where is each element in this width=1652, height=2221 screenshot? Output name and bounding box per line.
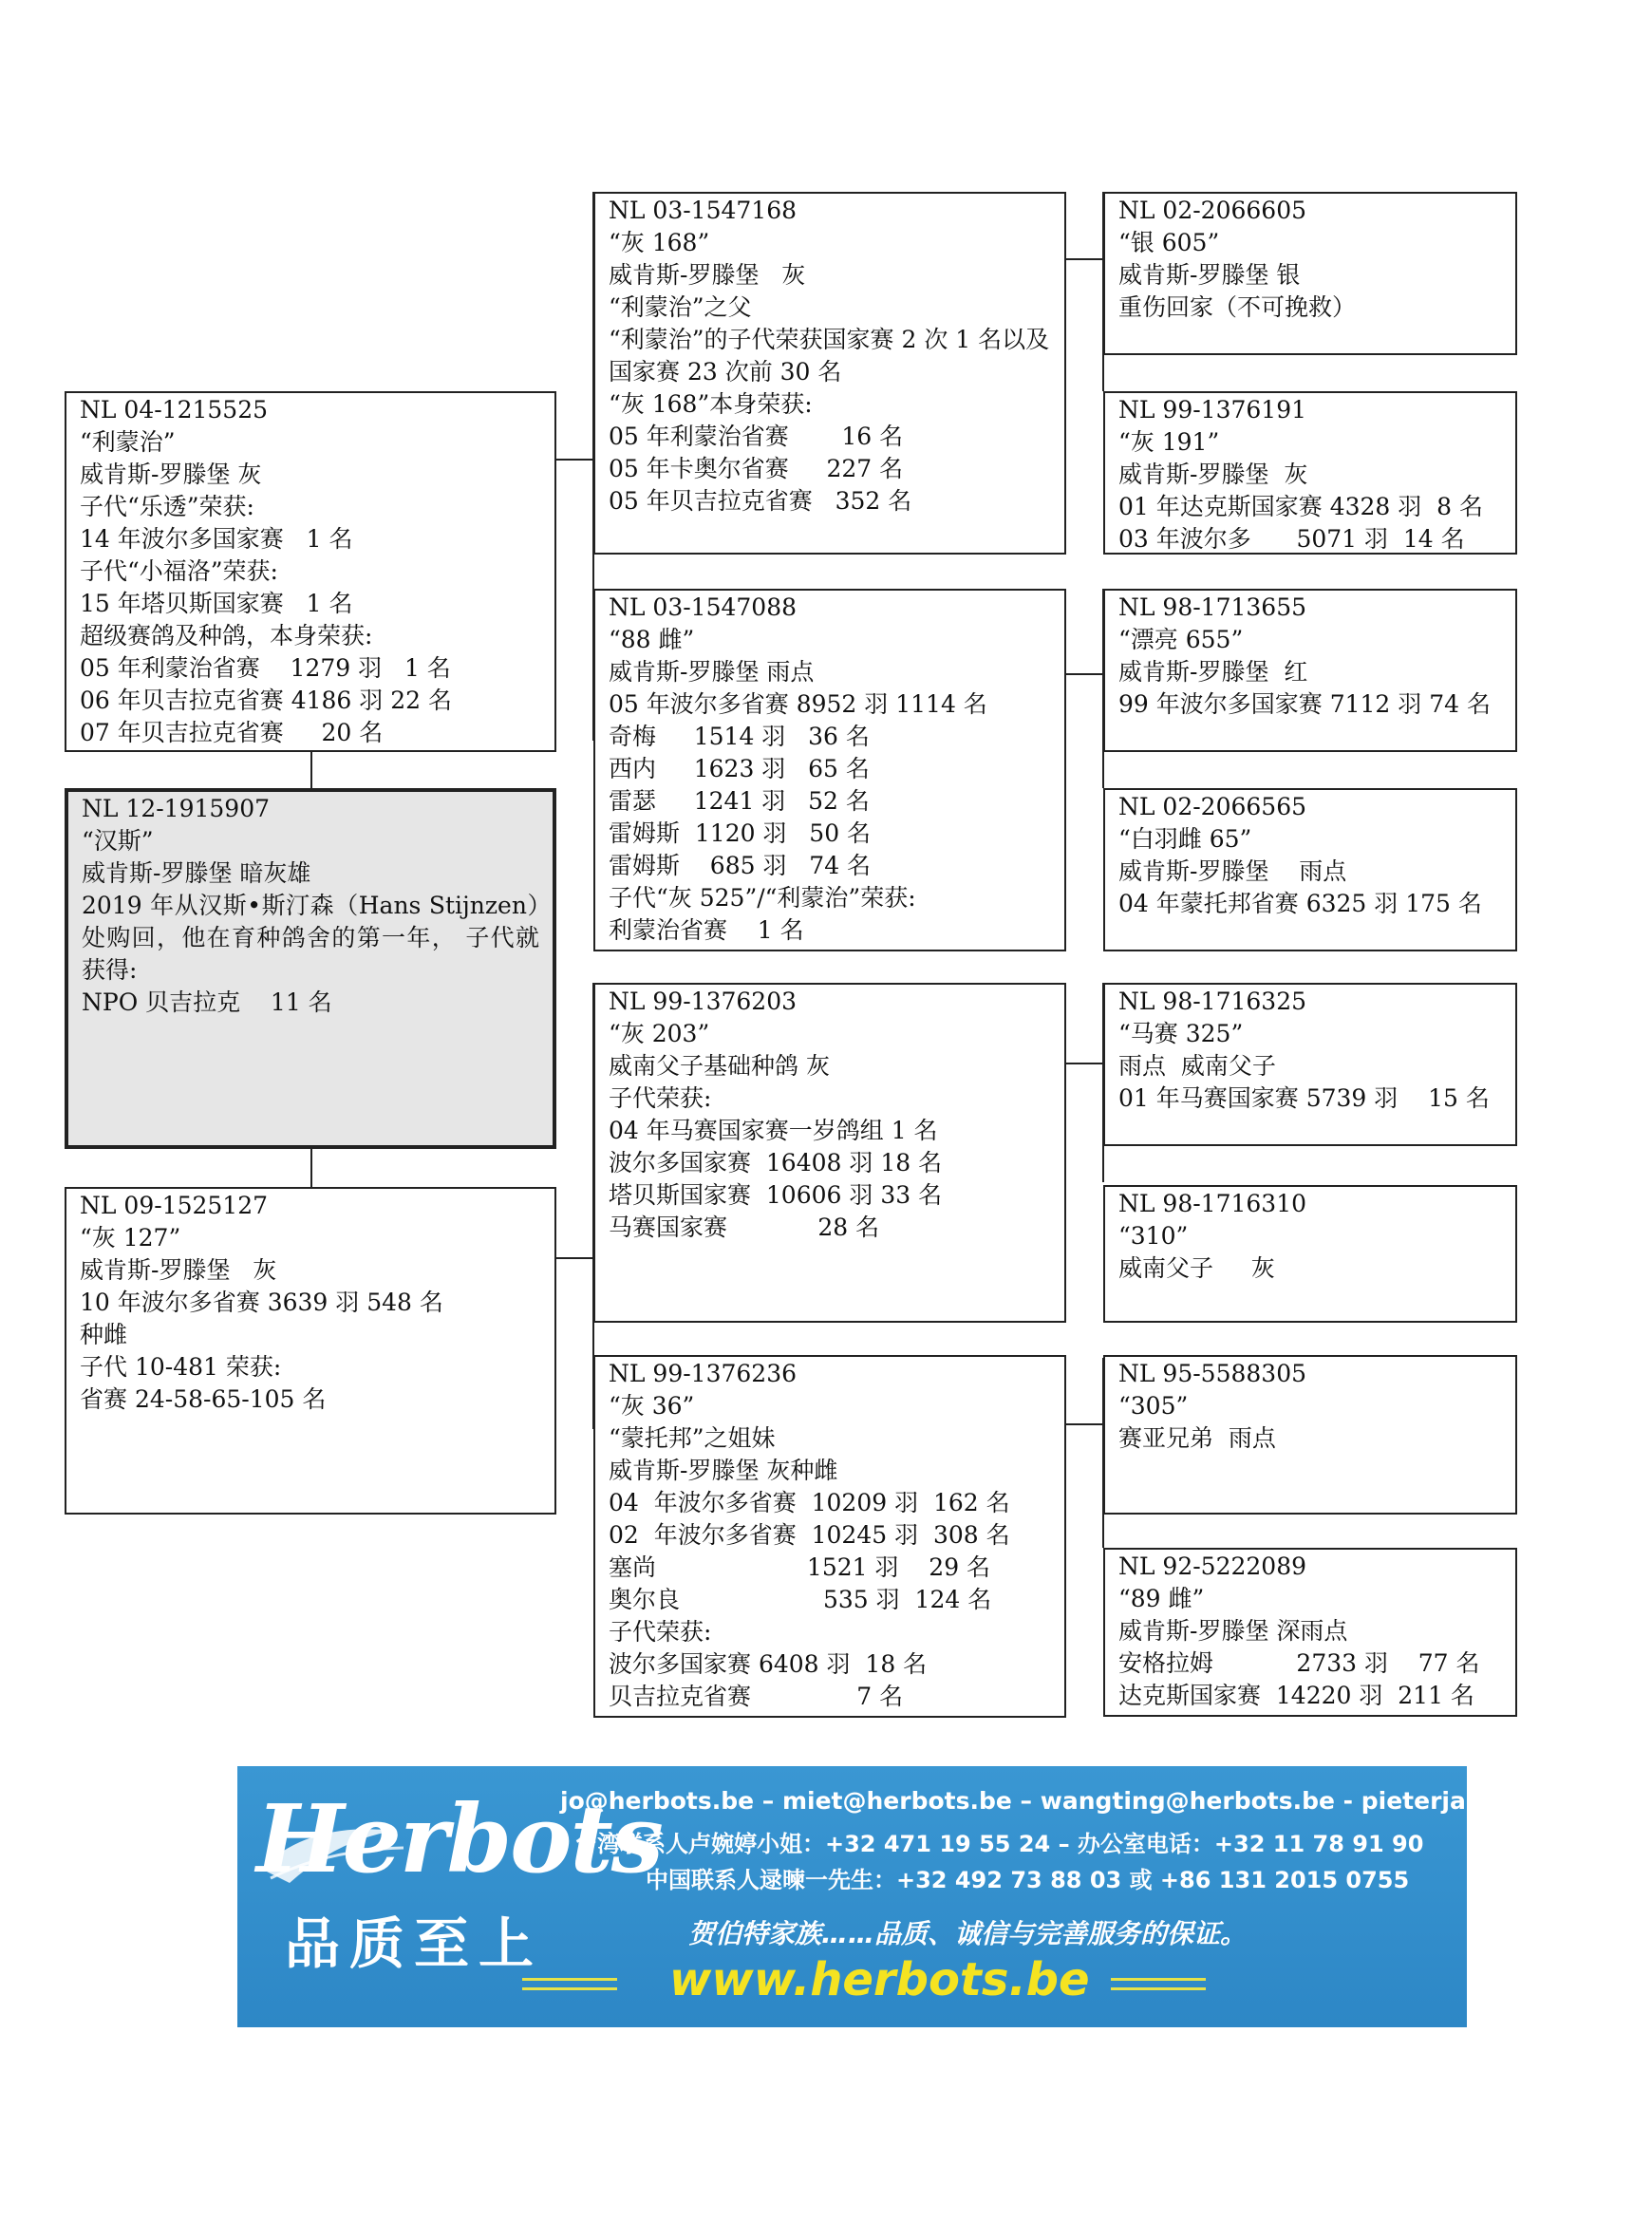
grandparent-card-8 xyxy=(1103,1548,1517,1717)
decorative-line-right xyxy=(1111,1978,1206,1981)
pigeon-name: “灰 127” xyxy=(80,1224,181,1252)
info-line: 子代荣获: xyxy=(609,1618,712,1646)
ring-number: NL 99-1376203 xyxy=(609,988,798,1015)
result-line: 塞尚 1521 羽 29 名 xyxy=(609,1553,991,1581)
result-line: 02 年波尔多省赛 10245 羽 308 名 xyxy=(609,1521,1010,1549)
grandparent-card-1 xyxy=(1103,192,1517,355)
result-line: 雷瑟 1241 羽 52 名 xyxy=(609,787,870,815)
result-line: 波尔多国家赛 16408 羽 18 名 xyxy=(609,1149,943,1176)
result-line: 利蒙治省赛 1 名 xyxy=(609,916,804,944)
breeder-color: 威肯斯-罗滕堡 灰 xyxy=(609,261,806,289)
breeder-color: 威肯斯-罗滕堡 灰种雌 xyxy=(609,1457,838,1484)
ring-number: NL 98-1716325 xyxy=(1118,988,1307,1015)
result-line: NPO 贝吉拉克 11 名 xyxy=(82,988,332,1016)
result-line: 14 年波尔多国家赛 1 名 xyxy=(80,525,353,553)
info-line: “灰 168”本身荣获: xyxy=(609,390,813,418)
decorative-line-left xyxy=(522,1978,617,1981)
result-line: 05 年波尔多省赛 8952 羽 1114 名 xyxy=(609,690,987,718)
sire-card xyxy=(65,391,556,752)
breeder-color: 威肯斯-罗滕堡 深雨点 xyxy=(1118,1617,1348,1645)
breeder-color: 威肯斯-罗滕堡 灰 xyxy=(80,1256,277,1284)
breeder-color: 威肯斯-罗滕堡 银 xyxy=(1118,261,1301,289)
pigeon-name: “灰 203” xyxy=(609,1020,710,1047)
info-line: 子代荣获: xyxy=(609,1084,712,1112)
subject-pigeon-card xyxy=(65,788,556,1149)
info-line: 子代“灰 525”/“利蒙治”荣获: xyxy=(609,884,916,912)
result-line: 04 年蒙托邦省赛 6325 羽 175 名 xyxy=(1118,890,1482,917)
result-line: 雷姆斯 685 羽 74 名 xyxy=(609,852,872,879)
ring-number: NL 95-5588305 xyxy=(1118,1360,1307,1387)
breeder-color: 威肯斯-罗滕堡 雨点 xyxy=(609,658,815,686)
breeder-color: 威肯斯-罗滕堡 灰 xyxy=(1118,461,1308,488)
pigeon-name: “305” xyxy=(1118,1392,1189,1420)
result-line: 05 年贝吉拉克省赛 352 名 xyxy=(609,487,912,515)
result-line: 05 年卡奥尔省赛 227 名 xyxy=(609,455,904,482)
pigeon-name: “灰 191” xyxy=(1118,428,1220,456)
result-line: 07 年贝吉拉克省赛 20 名 xyxy=(80,719,384,746)
decorative-line-right xyxy=(1111,1987,1206,1990)
breeder-color: 威肯斯-罗滕堡 雨点 xyxy=(1118,857,1347,885)
info-line: 子代“乐透”荣获: xyxy=(80,493,254,520)
result-line: 安格拉姆 2733 羽 77 名 xyxy=(1118,1649,1480,1677)
ring-number: NL 02-2066605 xyxy=(1118,197,1307,224)
breeder-color: 赛亚兄弟 雨点 xyxy=(1118,1424,1276,1452)
info-line: 超级赛鸽及种鸽，本身荣获: xyxy=(80,622,373,649)
breeder-color: 雨点 威南父子 xyxy=(1118,1052,1276,1080)
result-line: 波尔多国家赛 6408 羽 18 名 xyxy=(609,1650,928,1678)
breeder-color: 威南父子基础种鸽 灰 xyxy=(609,1052,830,1080)
result-line: 05 年利蒙治省赛 16 名 xyxy=(609,423,904,450)
result-line: 10 年波尔多省赛 3639 羽 548 名 xyxy=(80,1289,443,1316)
tagline: 品质至上 xyxy=(285,1911,544,1976)
grandparent-card-2 xyxy=(1103,391,1517,555)
info-line: 子代“小福洛”荣获: xyxy=(80,557,278,585)
breeder-color: 威肯斯-罗滕堡 红 xyxy=(1118,658,1308,686)
contact-china: 中国联系人逯暕一先生：+32 492 73 88 03 或 +86 131 2015 0755 xyxy=(646,1867,1410,1893)
info-line: 子代 10-481 荣获: xyxy=(80,1353,282,1381)
dam-card xyxy=(65,1187,556,1515)
result-line: 马赛国家赛 28 名 xyxy=(609,1214,880,1241)
result-line: 03 年波尔多 5071 羽 14 名 xyxy=(1118,525,1465,553)
pigeon-name: “利蒙治” xyxy=(80,428,176,456)
sire-dam-card xyxy=(593,589,1066,951)
result-line: 99 年波尔多国家赛 7112 羽 74 名 xyxy=(1118,690,1491,718)
info-line: 重伤回家（不可挽救） xyxy=(1118,293,1357,321)
result-line: 05 年利蒙治省赛 1279 羽 1 名 xyxy=(80,654,451,682)
grandparent-card-7 xyxy=(1103,1355,1517,1515)
result-line: 达克斯国家赛 14220 羽 211 名 xyxy=(1118,1682,1474,1709)
ring-number: NL 92-5222089 xyxy=(1118,1553,1307,1580)
result-line: 04 年马赛国家赛一岁鸽组 1 名 xyxy=(609,1117,938,1144)
dam-dam-card xyxy=(593,1355,1066,1718)
result-line: 奥尔良 535 羽 124 名 xyxy=(609,1586,992,1613)
pigeon-name: “白羽雌 65” xyxy=(1118,825,1252,853)
pigeon-name: “88 雌” xyxy=(609,626,695,653)
breeder-color: 威肯斯-罗滕堡 暗灰雄 xyxy=(82,859,311,887)
result-line: 奇梅 1514 羽 36 名 xyxy=(609,723,870,750)
breeder-color: 威南父子 灰 xyxy=(1118,1254,1275,1282)
info-line: “蒙托邦”之姐妹 xyxy=(609,1424,776,1452)
result-line: 西内 1623 羽 65 名 xyxy=(609,755,870,782)
ring-number: NL 98-1713655 xyxy=(1118,593,1307,621)
grandparent-card-3 xyxy=(1103,589,1517,752)
ring-number: NL 99-1376191 xyxy=(1118,396,1307,423)
pigeon-name: “灰 36” xyxy=(609,1392,695,1420)
pigeon-name: “银 605” xyxy=(1118,229,1220,256)
description: 2019 年从汉斯•斯汀森（Hans Stijnzen）处购回，他在育种鸽舍的第一年， 子代就获得: xyxy=(82,892,539,984)
pigeon-name: “310” xyxy=(1118,1222,1189,1250)
grandparent-card-5 xyxy=(1103,983,1517,1146)
result-line: 15 年塔贝斯国家赛 1 名 xyxy=(80,590,353,617)
company-motto: 贺伯特家族……品质、诚信与完善服务的保证。 xyxy=(688,1918,1248,1949)
ring-number: NL 04-1215525 xyxy=(80,396,269,423)
contact-taiwan: 台湾联系人卢婉婷小姐：+32 471 19 55 24 – 办公室电话：+32 11 78 91 90 xyxy=(574,1831,1424,1857)
breeder-color: 威肯斯-罗滕堡 灰 xyxy=(80,461,262,488)
ring-number: NL 09-1525127 xyxy=(80,1192,269,1219)
dam-sire-card xyxy=(593,983,1066,1323)
result-line: 06 年贝吉拉克省赛 4186 羽 22 名 xyxy=(80,687,452,714)
ring-number: NL 99-1376236 xyxy=(609,1360,798,1387)
grandparent-card-4 xyxy=(1103,788,1517,951)
pigeon-name: “马赛 325” xyxy=(1118,1020,1244,1047)
result-line: 贝吉拉克省赛 7 名 xyxy=(609,1683,904,1710)
ring-number: NL 98-1716310 xyxy=(1118,1190,1307,1217)
result-line: 01 年马赛国家赛 5739 羽 15 名 xyxy=(1118,1084,1490,1112)
ring-number: NL 03-1547088 xyxy=(609,593,798,621)
info-line: “利蒙治”之父 xyxy=(609,293,752,321)
ring-number: NL 02-2066565 xyxy=(1118,793,1307,820)
ring-number: NL 12-1915907 xyxy=(82,795,271,822)
info-line: “利蒙治”的子代荣获国家赛 2 次 1 名以及国家赛 23 次前 30 名 xyxy=(609,326,1050,386)
grandparent-card-6 xyxy=(1103,1185,1517,1323)
decorative-line-left xyxy=(522,1987,617,1990)
pigeon-name: “漂亮 655” xyxy=(1118,626,1244,653)
result-line: 塔贝斯国家赛 10606 羽 33 名 xyxy=(609,1181,943,1209)
info-line: 种雌 xyxy=(80,1321,128,1348)
contact-emails[interactable]: jo@herbots.be – miet@herbots.be – wangting@herbots.be - pieterjan@herbots.be xyxy=(560,1787,1652,1815)
herbots-logo: Herbots xyxy=(256,1785,662,1894)
ring-number: NL 03-1547168 xyxy=(609,197,798,224)
result-line: 雷姆斯 1120 羽 50 名 xyxy=(609,819,872,847)
result-line: 省赛 24-58-65-105 名 xyxy=(80,1385,327,1413)
pigeon-name: “灰 168” xyxy=(609,229,710,256)
pigeon-name: “汉斯” xyxy=(82,827,154,855)
sire-sire-card xyxy=(593,192,1066,555)
result-line: 01 年达克斯国家赛 4328 羽 8 名 xyxy=(1118,493,1484,520)
herbots-footer-banner xyxy=(237,1766,1652,2027)
website-link[interactable]: www.herbots.be xyxy=(669,1953,1090,2006)
pigeon-name: “89 雌” xyxy=(1118,1585,1205,1612)
result-line: 04 年波尔多省赛 10209 羽 162 名 xyxy=(609,1489,1010,1516)
